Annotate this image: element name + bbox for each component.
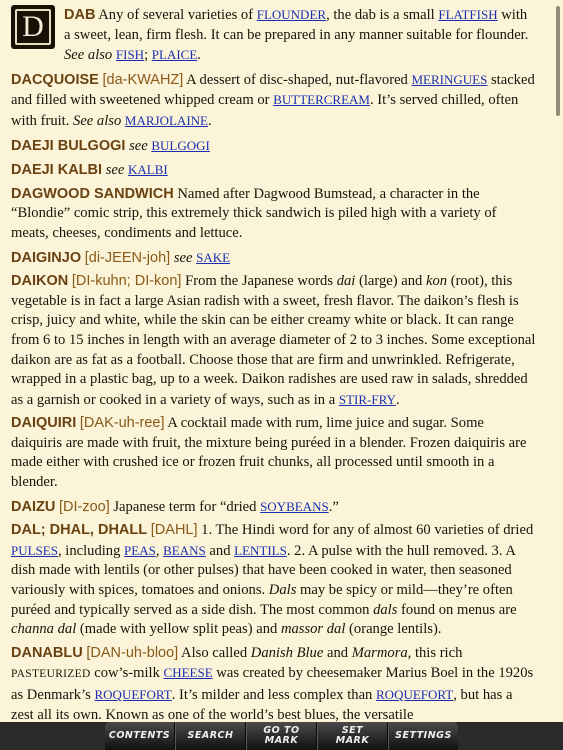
set-mark-button[interactable]: SET MARK [317,722,388,750]
go-to-mark-button[interactable]: GO TO MARK [246,722,317,750]
entry-dab: D DAB Any of several varieties of FLOUNDER, the dab is a small FLATFISH with a sweet, lean, firm flesh. It can be prepared in any manner suitable for flounder. See also FISH; PLAICE. [11,5,537,66]
headword: DAL; DHAL, DHALL [11,522,148,539]
scrollbar[interactable] [556,6,560,116]
xref-link[interactable]: PLAICE [151,47,198,63]
headword: DANABLU [11,644,83,661]
headword: DAGWOOD SANDWICH [11,185,174,202]
xref-link[interactable]: FLATFISH [438,7,498,22]
xref-link[interactable]: MERINGUES [411,71,488,87]
xref-link[interactable]: FLOUNDER [256,7,327,22]
pronunciation: [DI-zoo] [58,498,110,515]
contents-button[interactable]: CONTENTS [105,722,175,750]
pronunciation: [da-KWAHZ] [102,71,184,88]
entry-dagwood-sandwich: DAGWOOD SANDWICH Named after Dagwood Bumstead, a character in the “Blondie” comic strip, this extremely thick sandwich is piled high with a variety of meats, cheeses, condiments and lettuce. [11,185,497,241]
entry-daiginjo: DAIGINJO [di-JEEN-joh] see SAKE [11,249,231,266]
xref-link[interactable]: SOYBEANS [260,498,329,514]
entry-daeji-kalbi: DAEJI KALBI see KALBI [11,162,168,179]
toolbar-buttons [105,722,458,750]
xref-link[interactable]: BULGOGI [151,137,210,153]
headword: DAEJI KALBI [11,162,103,179]
entry-daikon: DAIKON [DI-kuhn; DI-kon] From the Japanese words dai (large) and kon (root), this vegetable is in fact a large Asian radish with a sweet, fresh flavor. The daikon’s flesh is crisp, juicy and white, while the skin can be either creamy white or black. It can range from 6 to 15 inches in length with an average diameter of 2 to 3 inches. Some exceptional daikon are as fat as a football. Choose those that are firm and unwrinkled. Refrigerate, wrapped in a plastic bag, up to a week. Daikon radishes are used raw in salads, shredded as a garnish or cooked in a variety of ways, such as in a STIR-FRY. [11,273,536,408]
entry-daizu: DAIZU [DI-zoo] Japanese term for “dried SOYBEANS.” [11,498,339,515]
headword: DAIZU [11,498,56,515]
pronunciation: [di-JEEN-joh] [84,249,171,266]
headword: DAIQUIRI [11,415,77,432]
xref-link[interactable]: BUTTERCREAM [273,92,370,108]
entry-daiquiri: DAIQUIRI [DAK-uh-ree] A cocktail made with rum, lime juice and sugar. Some daiquiris are made with fruit, the mixture being puréed in a blender. Frozen daiquiris are made either with crushed ice or frozen fruit chunks, all processed until smooth in a blender. [11,415,527,491]
xref-link[interactable]: KALBI [128,162,168,178]
entry-dal: DAL; DHAL, DHALL [DAHL] 1. The Hindi word for any of almost 60 varieties of dried PULSES, including PEAS, BEANS and LENTILS. 2. A pulse with the hull removed. 3. A dish made with lentils (or other pulses) that have been cooked in water, then seasoned variously with spices, tomatoes and onions. Dals may be spicy or mild—they’re often puréed and typically served as a side dish. The most common dals found on menus are channa dal (made with yellow split peas) and massor dal (orange lentils). [11,522,534,638]
headword: DAIKON [11,273,69,290]
xref-link[interactable]: PULSES [11,542,58,558]
xref-link[interactable]: BEANS [163,542,206,558]
pronunciation: [DI-kuhn; DI-kon] [71,273,182,290]
xref-link[interactable]: STIR-FRY [338,391,396,407]
pronunciation: [DAN-uh-bloo] [86,644,179,661]
bottom-toolbar [0,722,563,750]
entry-danablu: DANABLU [DAN-uh-bloo] Also called Danish Blue and Marmora, this rich PASTEURIZED cow’s-milk CHEESE was created by cheesemaker Marius Boel in the 1920s as Denmark’s ROQUEFORT. It’s milder and less complex than ROQUEFORT, but has a zest all its own. Known as one of the world’s best blues, the versatile [11,644,534,722]
xref-link[interactable]: FISH [115,47,145,63]
xref-link[interactable]: PEAS [124,542,156,558]
xref-link[interactable]: CHEESE [163,665,213,681]
headword: DAIGINJO [11,249,82,266]
xref-link[interactable]: SAKE [196,249,231,265]
dropcap-letter: D [11,5,55,49]
headword: DAB [64,7,96,23]
pronunciation: [DAK-uh-ree] [79,415,165,432]
xref-link[interactable]: ROQUEFORT [94,687,172,702]
entry-daeji-bulgogi: DAEJI BULGOGI see BULGOGI [11,137,210,154]
xref-link[interactable]: MARJOLAINE [124,112,208,128]
entry-dacquoise: DACQUOISE [da-KWAHZ] A dessert of disc-shaped, nut-flavored MERINGUES stacked and filled with sweetened whipped cream or BUTTERCREAM. It’s served chilled, often with fruit. See also MARJOLAINE. [11,71,535,129]
search-button[interactable]: SEARCH [175,722,246,750]
settings-button[interactable]: SETTINGS [388,722,458,750]
headword: DAEJI BULGOGI [11,137,126,154]
xref-link[interactable]: ROQUEFORT [376,687,454,702]
xref-link[interactable]: LENTILS [234,542,287,558]
headword: DACQUOISE [11,71,99,88]
pronunciation: [DAHL] [150,522,198,539]
